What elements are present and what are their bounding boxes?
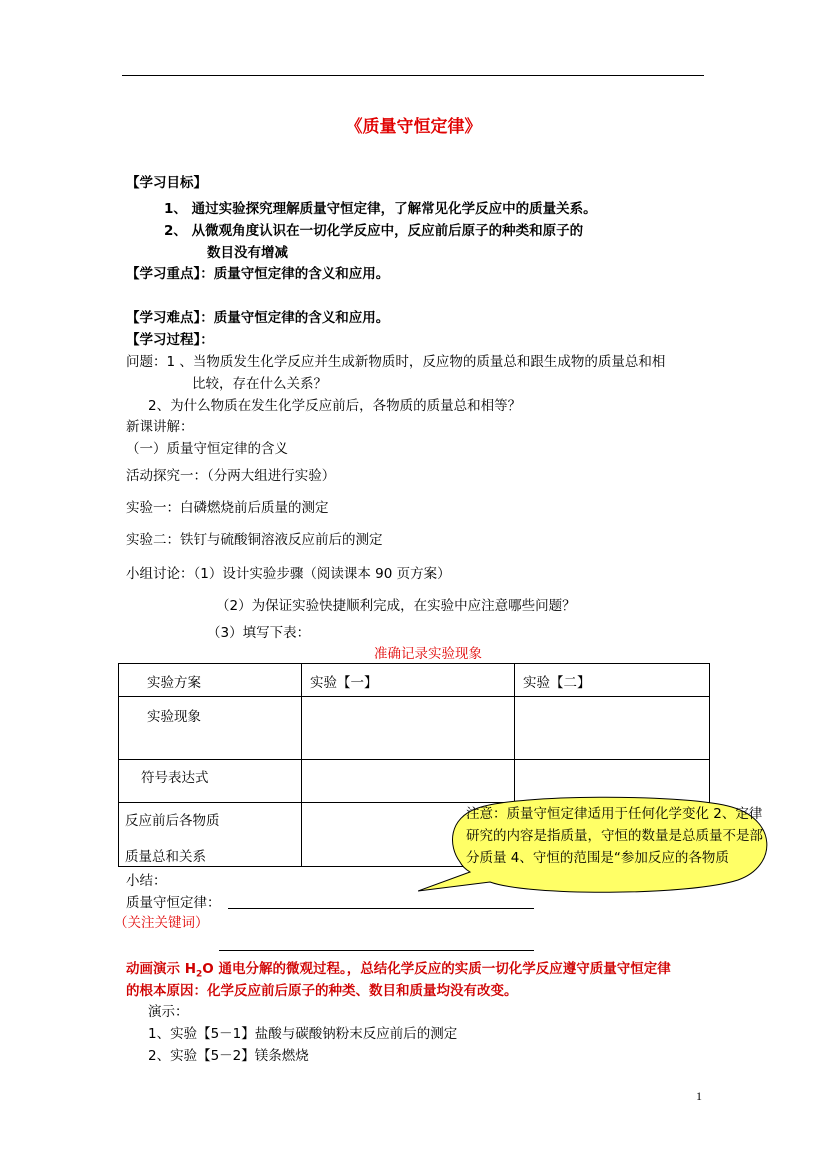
page-number: 1 [696, 1089, 702, 1103]
goal-item-2-line-2: 数目没有增减 [207, 245, 288, 261]
demo-item-1: 1、实验【5－1】盐酸与碳酸钠粉末反应前后的测定 [148, 1026, 458, 1042]
lesson-intro: 新课讲解： [126, 419, 194, 435]
group-discussion-3: （3）填写下表： [207, 625, 311, 641]
focus-text: ：质量守恒定律的含义和应用。 [200, 266, 390, 282]
group-discussion-1: 小组讨论：（1）设计实验步骤（阅读课本 90 页方案） [126, 566, 451, 582]
law-label: 质量守恒定律： [126, 895, 221, 911]
experiment-2: 实验二：铁钉与硫酸铜溶液反应前后的测定 [126, 532, 383, 548]
table-cell[interactable] [515, 697, 710, 760]
table-header-cell: 实验【一】 [302, 664, 515, 697]
answer-line-2 [219, 950, 534, 951]
process-heading: 【学习过程】： [126, 332, 214, 348]
demo-item-2: 2、实验【5－2】镁条燃烧 [148, 1048, 309, 1064]
goal-item-2-line-1: 2、 从微观角度认识在一切化学反应中，反应前后原子的种类和原子的 [164, 223, 584, 239]
table-caption: 准确记录实验现象 [374, 646, 482, 662]
table-header-cell: 实验【二】 [515, 664, 710, 697]
table-row-label: 符号表达式 [119, 760, 302, 803]
document-title: 《质量守恒定律》 [345, 117, 482, 137]
table-header-cell: 实验方案 [119, 664, 302, 697]
keyword-note: （关注关键词） [114, 915, 209, 931]
table-cell[interactable] [302, 697, 515, 760]
focus-heading: 【学习重点】 [126, 266, 201, 282]
experiment-1: 实验一：白磷燃烧前后质量的测定 [126, 500, 329, 516]
group-discussion-2: （2）为保证实验快捷顺利完成，在实验中应注意哪些问题？ [216, 598, 576, 614]
goal-item-1: 1、 通过实验探究理解质量守恒定律，了解常见化学反应中的质量关系。 [164, 201, 597, 217]
table-row-label: 实验现象 [119, 697, 302, 760]
animation-line-2: 的根本原因：化学反应前后原子的种类、数目和质量均没有改变。 [126, 983, 518, 999]
question-1-line-2: 比较，存在什么关系？ [192, 376, 327, 392]
header-rule [122, 75, 704, 76]
callout-text: 注意：质量守恒定律适用于任何化学变化 2、定律研究的内容是指质量，守恒的数量是总质量不是部分质量 4、守恒的范围是“参加反应的各物质 [466, 806, 763, 866]
question-2: 2、为什么物质在发生化学反应前后，各物质的质量总和相等？ [148, 398, 522, 414]
law-answer-line [228, 908, 534, 909]
section-1-heading: （一）质量守恒定律的含义 [126, 441, 288, 457]
animation-line-1: 动画演示 $H_2O$ 通电分解的微观过程。，总结化学反应的实质一切化学反应遵守质量守恒定律 [126, 961, 671, 980]
table-header-row [119, 664, 710, 697]
table-row-label: 反应前后各物质 质量总和关系 [119, 803, 302, 867]
difficulty-heading: 【学习难点】 [126, 310, 201, 326]
summary-label: 小结： [126, 873, 167, 889]
focus-line [126, 262, 389, 282]
question-1-line-1: 问题：1 、当物质发生化学反应并生成新物质时，反应物的质量总和跟生成物的质量总和相 [126, 354, 666, 370]
difficulty-line [126, 306, 389, 326]
goals-heading: 【学习目标】 [126, 175, 207, 191]
activity-1: 活动探究一：（分两大组进行实验） [126, 468, 336, 484]
table-row-phenomenon [119, 697, 710, 760]
demo-label: 演示： [148, 1004, 189, 1020]
difficulty-text: ：质量守恒定律的含义和应用。 [200, 310, 390, 326]
